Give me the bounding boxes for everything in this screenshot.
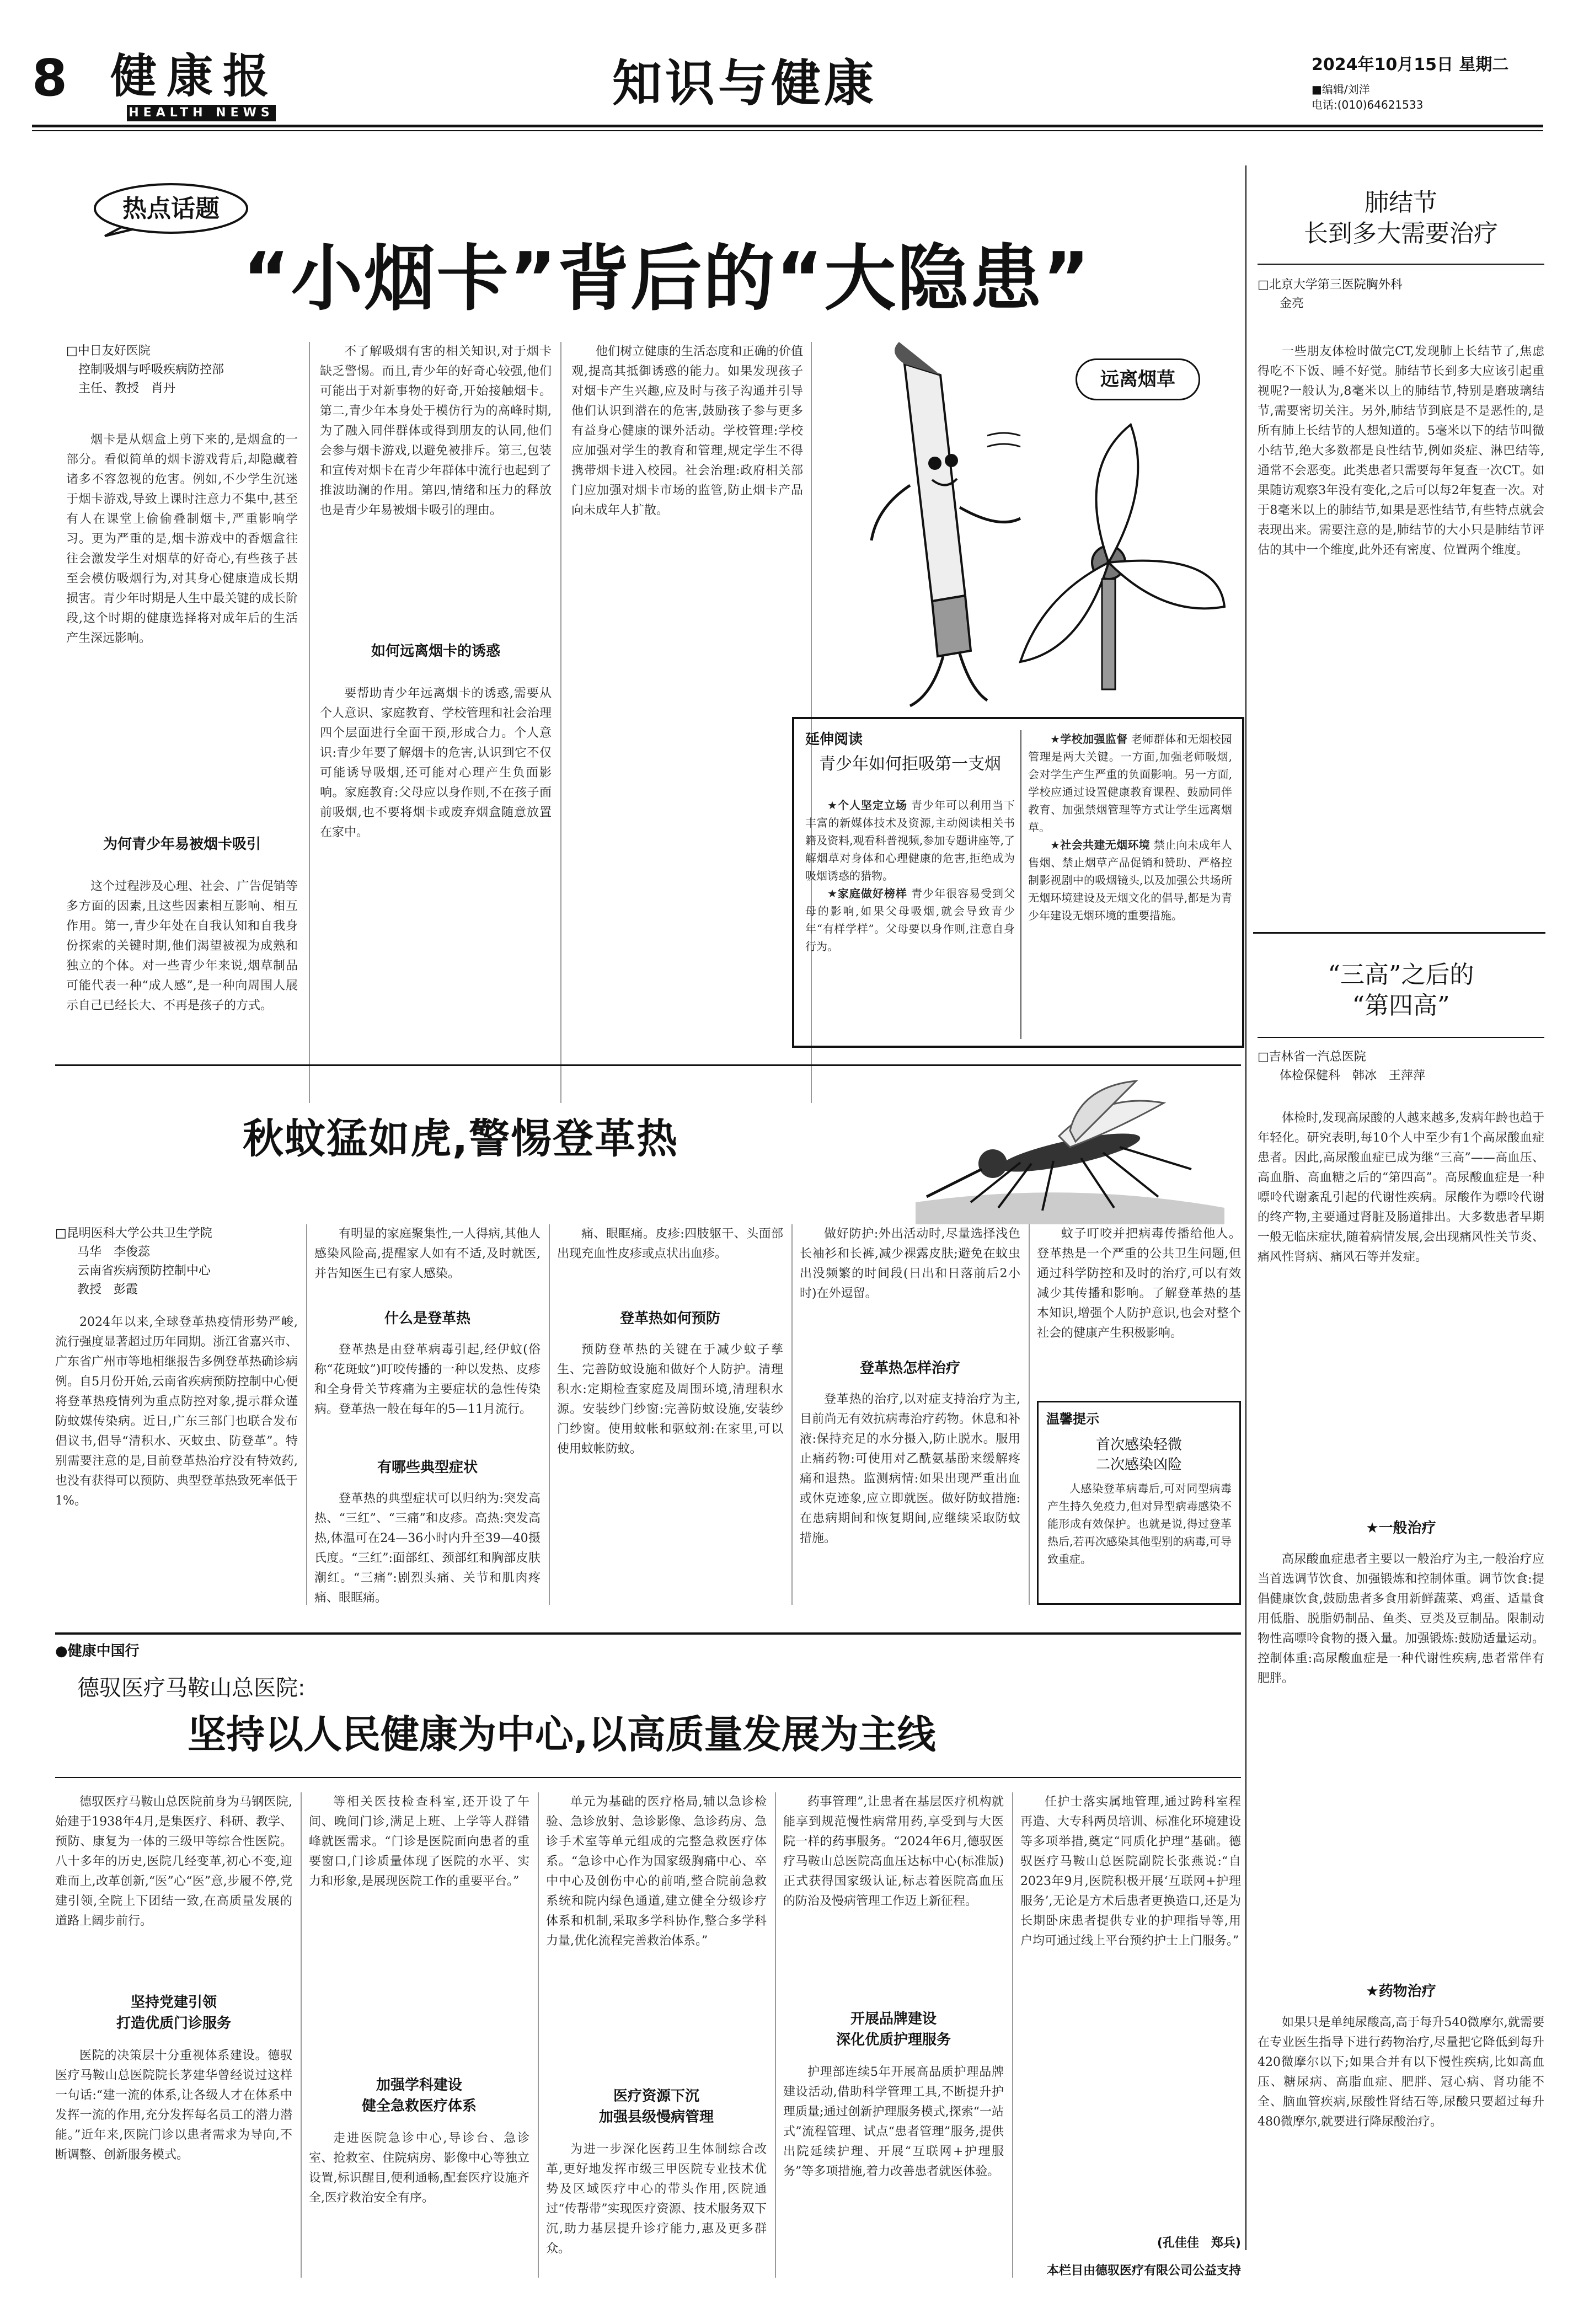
lead-subhead-2: 如何远离烟卡的诱惑 xyxy=(371,643,500,660)
dengue-tip-box xyxy=(1037,1401,1241,1605)
sidebar-section-rule xyxy=(1253,932,1545,934)
dengue-paragraph: 登革热的治疗,以对症支持治疗为主,目前尚无有效抗病毒治疗药物。休息和补液:保持充足的水分摄入,防止脱水。服用止痛药物:可使用对乙酰氨基酚来缓解疼痛和退热。监测病情:如果出现严重出血或休克迹象,应立即就医。做好防蚊措施:在患病期间和恢复期间,应继续采取防蚊措施。 xyxy=(800,1393,1020,1545)
hospital-paragraph: 任护士落实属地管理,通过跨科室程再造、大专科两员培训、标准化环境建设等多项举措,奠定“同质化护理”基础。德驭医疗马鞍山总医院副院长张燕说:“自2023年9月,医院积极开展‘互联网+护理服务’,无论是方术后患者更换造口,还是为长期卧床患者提供专业的护理指导等,用户均可通过线上平台预约护士上门服务。” xyxy=(1020,1795,1241,1948)
extended-point-4: 禁止向未成年人售烟、禁止烟草产品促销和赞助、严格控制影视剧中的吸烟镜头,以及加强公共场所无烟环境建设及无烟文化的倡导,都是为青少年建设无烟环境的重要措施。 xyxy=(1028,838,1232,922)
issue-date: 2024年10月15日 星期二 xyxy=(1312,55,1509,74)
lead-subhead-1: 为何青少年易被烟卡吸引 xyxy=(103,836,261,853)
column-divider xyxy=(306,1224,307,1605)
bp-body-3 xyxy=(1258,2013,1544,2278)
topic-tag-label: 热点话题 xyxy=(122,195,220,223)
hospital-body-col2b xyxy=(309,2129,529,2278)
hospital-paragraph: 为进一步深化医药卫生体制综合改革,更好地发挥市级三甲医院专业技术优势及区域医疗中心的带头作用,医院通过“传帮带”实现医疗资源、技术服务双下沉,助力基层提升诊疗能力,惠及更多群众。 xyxy=(546,2143,767,2256)
lung-byline xyxy=(1258,276,1544,313)
hospital-body-col3b xyxy=(546,2140,767,2278)
dengue-paragraph: 痛、眼眶痛。皮疹:四肢躯干、头面部出现充血性皮疹或点状出血疹。 xyxy=(557,1227,783,1261)
lead-paragraph: 这个过程涉及心理、社会、广告促销等多方面的因素,且这些因素相互影响、相互作用。第一,青少年处在自我认知和自我身份探索的关键时期,他们渴望被视为成熟和独立的个体。对一些青少年来说,烟草制品可能代表一种“成人感”,是一种向周围人展示自己已经长大、不再是孩子的方式。 xyxy=(66,880,298,1013)
hospital-paragraph: 走进医院急诊中心,导诊台、急诊室、抢救室、住院病房、影像中心等独立设置,标识醒目,便利通畅,配套医疗设施齐全,医疗救治安全有序。 xyxy=(309,2132,529,2205)
hospital-paragraph: 护理部连续5年开展高品质护理品牌建设活动,借助科学管理工具,不断提升护理质量;通过创新护理服务模式,探索“一站式”流程管理、试点“患者管理”服务,提供出院延续护理、开展“互联网+护理服务”等多项措施,着力改善患者就医体验。 xyxy=(783,2065,1004,2178)
lead-body-col2 xyxy=(320,342,552,618)
dengue-subhead-3: 登革热如何预防 xyxy=(619,1310,720,1327)
dengue-paragraph: 蚊子叮咬并把病毒传播给他人。登革热是一个严重的公共卫生问题,但通过科学防控和及时的治疗,可以有效减少其传播和影响。了解登革热的基本知识,增强个人防护意识,也会对整个社会的健康产生积极影响。 xyxy=(1037,1227,1241,1340)
bp-title-2: “第四高” xyxy=(1352,992,1450,1020)
extended-point-2: 青少年很容易受到父母的影响,如果父母吸烟,就会导致青少年“有样学样”。父母要以身作则,注意自身行为。 xyxy=(805,887,1015,953)
dengue-author-names-2: 教授 彭霞 xyxy=(77,1283,138,1297)
hospital-paragraph: 德驭医疗马鞍山总医院前身为马钢医院,始建于1938年4月,是集医疗、科研、教学、预防、康复为一体的三级甲等综合性医院。八十多年的历史,医院几经变革,初心不变,迎难而上,改革创新,“医”心“医”意,步履不停,党建引领,全院上下团结一致,在高质量发展的道路上阔步前行。 xyxy=(55,1795,292,1928)
dengue-headline: 秋蚊猛如虎,警惕登革热 xyxy=(243,1115,679,1163)
extended-reading-box xyxy=(792,717,1244,1048)
mosquito-illustration xyxy=(905,1070,1235,1224)
column-divider xyxy=(1029,1224,1030,1605)
hospital-kicker: 德驭医疗马鞍山总医院: xyxy=(77,1675,306,1701)
extended-point-3-lead: ★学校加强监督 xyxy=(1050,732,1128,746)
section-title: 知识与健康 xyxy=(612,54,877,113)
lung-author-name: 金亮 xyxy=(1280,297,1304,310)
dengue-tip-body xyxy=(1047,1480,1232,1599)
bp-author-name: 体检保健科 韩冰 王萍萍 xyxy=(1280,1069,1426,1083)
column-divider xyxy=(549,1224,550,1605)
column-divider xyxy=(1012,1792,1013,2278)
lead-headline: “小烟卡”背后的“大隐患” xyxy=(243,237,1091,320)
dengue-paragraph: 预防登革热的关键在于减少蚊子孳生、完善防蚊设施和做好个人防护。清理积水:定期检查家庭及周围环境,清理积水源。安装纱门纱窗:完善防蚊设施,安装纱门纱窗。使用蚊帐和驱蚊剂:在家里,可以使用蚊帐防蚊。 xyxy=(557,1343,783,1456)
dengue-body-col3 xyxy=(557,1224,783,1285)
lead-byline xyxy=(66,342,298,398)
bp-byline xyxy=(1258,1048,1544,1085)
extended-col-1 xyxy=(805,796,1015,1039)
dengue-paragraph: 有明显的家庭聚集性,一人得病,其他人感染风险高,提醒家人如有不适,及时就医,并告知医生已有家人感染。 xyxy=(314,1227,541,1281)
extended-reading-title: 青少年如何拒吸第一支烟 xyxy=(819,754,1001,774)
hospital-credit: (孔佳佳 郑兵) xyxy=(1157,2236,1241,2250)
column-tag: ●健康中国行 xyxy=(55,1643,140,1659)
dengue-body-col2b xyxy=(314,1340,541,1445)
dengue-byline xyxy=(55,1224,298,1299)
editor-phone: 电话:(010)64621533 xyxy=(1312,98,1424,111)
hospital-paragraph: 单元为基础的医疗格局,辅以急诊检验、急诊放射、急诊影像、急诊药房、急诊手术室等单元组成的完整急救医疗体系。“急诊中心作为国家级胸痛中心、卒中中心及创伤中心的前哨,整合院前急救系统和院内绿色通道,建立健全分级诊疗体系和机制,采取多学科协作,整合多学科力量,优化流程完善救治体系。” xyxy=(546,1795,767,1948)
bp-title-1: “三高”之后的 xyxy=(1328,961,1474,989)
hospital-paragraph: 医院的决策层十分重视体系建设。德驭医疗马鞍山总医院院长茅建华曾经说过这样一句话:“建一流的体系,让各级人才在体系中发挥一流的作用,充分发挥每名员工的潜力潜能。”近年来,医院门诊以患者需求为导向,不断调整、创新服务模式。 xyxy=(55,2049,292,2162)
dengue-paragraph: 登革热的典型症状可以归纳为:突发高热、“三红”、“三痛”和皮疹。高热:突发高热,体温可在24—36小时内升至39—40摄氏度。“三红”:面部红、颈部红和胸部皮肤潮红。“三痛”:剧烈头痛、关节和肌肉疼痛、眼眶痛。 xyxy=(314,1492,541,1605)
header-rule xyxy=(32,125,1543,127)
lead-body-col2b xyxy=(320,684,552,1103)
lead-paragraph: 不了解吸烟有害的相关知识,对于烟卡缺乏警惕。而且,青少年的好奇心较强,他们可能出于对新事物的好奇,开始接触烟卡。第二,青少年本身处于模仿行为的高峰时期,为了融入同伴群体或得到朋友的认同,他们会参与烟卡游戏,以避免被排斥。第三,包装和宣传对烟卡在青少年群体中流行也起到了推波助澜的作用。第四,情绪和压力的释放也是青少年易被烟卡吸引的理由。 xyxy=(320,345,552,517)
extended-reading-label: 延伸阅读 xyxy=(805,731,863,748)
hospital-body-col4b xyxy=(783,2063,1004,2278)
dengue-body-col3b xyxy=(557,1340,783,1605)
hospital-subhead-4b: 深化优质护理服务 xyxy=(836,2032,951,2048)
dengue-body-col5 xyxy=(1037,1224,1241,1390)
box-divider xyxy=(1020,730,1021,1039)
bp-paragraph: 高尿酸血症患者主要以一般治疗为主,一般治疗应当首选调节饮食、加强锻炼和控制体重。调节饮食:提倡健康饮食,鼓励患者多食用新鲜蔬菜、鸡蛋、适量食用低脂、脱脂奶制品、鱼类、豆类及豆制品。限制动物性高嘌呤食物的摄入量。加强锻炼:鼓励适量运动。控制体重:高尿酸血症是一种代谢性疾病,患者常伴有肥胖。 xyxy=(1258,1552,1544,1685)
hospital-subhead-1a: 坚持党建引领 xyxy=(130,1994,217,2011)
dengue-body-col1 xyxy=(55,1313,298,1605)
hospital-headline-rule xyxy=(55,1777,1241,1778)
dengue-paragraph: 登革热是由登革病毒引起,经伊蚊(俗称“花斑蚊”)叮咬传播的一种以发热、皮疹和全身骨关节疼痛为主要症状的急性传染病。登革热一般在每年的5—11月流行。 xyxy=(314,1343,541,1416)
lead-author-org: □中日友好医院 xyxy=(66,344,151,358)
hospital-body-col1b xyxy=(55,2046,292,2278)
lung-paragraph: 一些朋友体检时做完CT,发现肺上长结节了,焦虑得吃不下饭、睡不好觉。肺结节长到多大应该引起重视呢?一般认为,8毫米以上的肺结节,特别是磨玻璃结节,需要密切关注。另外,肺结节到底是不是恶性的,是所有肺上长结节的人想知道的。5毫米以下的结节叫微小结节,绝大多数都是良性结节,例如炎症、淋巴结等,通常不会恶变。此类患者只需要每年复查一次CT。如果随访观察3年没有变化,之后可以每2年复查一次。对于8毫米以上的肺结节,如果是恶性结节,有些特点就会表现出来。需要注意的是,肺结节的大小只是肺结节评估的其中一个维度,此外还有密度、位置两个维度。 xyxy=(1258,345,1544,557)
bp-author-org: □吉林省一汽总医院 xyxy=(1258,1050,1366,1064)
hospital-body-col4 xyxy=(783,1792,1004,1996)
bp-body-2 xyxy=(1258,1550,1544,1969)
column-divider xyxy=(309,342,310,1103)
hospital-paragraph: 药事管理”,让患者在基层医疗机构就能享到规范慢性病常用药,享受到与大医院一样的药事服务。“2024年6月,德驭医疗马鞍山总医院高血压达标中心(标准版)正式获得国家级认证,标志着医院高血压的防治及慢病管理工作迈上新征程。 xyxy=(783,1795,1004,1908)
lead-author-name: 主任、教授 肖丹 xyxy=(78,382,176,395)
extended-point-1-lead: ★个人坚定立场 xyxy=(827,799,907,812)
dengue-subhead-4: 登革热怎样治疗 xyxy=(859,1360,960,1377)
hospital-subhead-3b: 加强县级慢病管理 xyxy=(598,2109,714,2125)
dengue-body-col4b xyxy=(800,1390,1020,1605)
hospital-subhead-3a: 医疗资源下沉 xyxy=(613,2088,699,2105)
lung-author-org: □北京大学第三医院胸外科 xyxy=(1258,278,1403,292)
lung-body xyxy=(1258,342,1544,915)
section-rule-dengue xyxy=(55,1064,1241,1066)
bp-subhead-1: ★一般治疗 xyxy=(1366,1520,1436,1536)
hospital-body-col5 xyxy=(1020,1792,1241,2228)
dengue-body-col2 xyxy=(314,1224,541,1290)
hospital-body-col2 xyxy=(309,1792,529,2057)
section-rule-hospital xyxy=(55,1632,1241,1635)
lead-paragraph: 他们树立健康的生活态度和正确的价值观,提高其抵御诱惑的能力。如果发现孩子对烟卡产生兴趣,应及时与孩子沟通并引导他们认识到潜在的危害,鼓励孩子参与更多有益身心健康的课外活动。学校管理:学校应加强对学生的教育和管理,规定学生不得携带烟卡进入校园。社会治理:政府相关部门应加强对烟卡市场的监管,防止烟卡产品向未成年人扩散。 xyxy=(571,345,803,517)
cartoon-speech-label: 远离烟草 xyxy=(1076,358,1200,400)
column-divider xyxy=(791,1224,793,1605)
lead-body-col3 xyxy=(571,342,803,1103)
hospital-subhead-1b: 打造优质门诊服务 xyxy=(116,2015,231,2032)
bp-body xyxy=(1258,1109,1544,1506)
topic-tag xyxy=(88,176,254,237)
dengue-tip-label: 温馨提示 xyxy=(1046,1411,1099,1427)
extended-point-1: 青少年可以利用当下丰富的新媒体技术及资源,主动阅读相关书籍及资料,观看科普视频,参加专题讲座等,了解烟草对身体和心理健康的危害,拒绝成为吸烟诱惑的猎物。 xyxy=(805,799,1015,882)
dengue-paragraph: 做好防护:外出活动时,尽量选择浅色长袖衫和长裤,减少裸露皮肤;避免在蚊虫出没频繁的时间段(日出和日落前后2小时)在外逗留。 xyxy=(800,1227,1020,1300)
hospital-subhead-2a: 加强学科建设 xyxy=(376,2077,462,2093)
dengue-author-names-1: 马华 李俊蕊 xyxy=(77,1245,151,1259)
extended-point-3: 老师群体和无烟校园管理是两大关键。一方面,加强老师吸烟,会对学生产生严重的负面影响。另一方面,学校应通过设置健康教育课程、鼓励同伴教育、加强禁烟管理等方式让学生远离烟草。 xyxy=(1028,732,1232,834)
dengue-paragraph: 2024年以来,全球登革热疫情形势严峻,流行强度显著超过历年同期。浙江省嘉兴市、广东省广州市等地相继报告多例登革热确诊病例。自5月份开始,云南省疾病预防控制中心便将登革热疫情列为重点防控对象,提示群众谨防蚊媒传染病。近日,广东三部门也联合发布倡议书,倡导“清积水、灭蚊虫、防登革”。特别需要注意的是,目前登革热治疗没有特效药,也没有获得可以预防、典型登革热致死率低于1%。 xyxy=(55,1315,298,1508)
bp-rule xyxy=(1258,1037,1544,1038)
page-number: 8 xyxy=(32,49,68,108)
lung-rule xyxy=(1258,264,1544,265)
bp-paragraph: 体检时,发现高尿酸的人越来越多,发病年龄也趋于年轻化。研究表明,每10个人中至少有1个高尿酸血症患者。因此,高尿酸血症已成为继“三高”——高血压、高血脂、高血糖之后的“第四高”。高尿酸血症是一种嘌呤代谢紊乱引起的代谢性疾病。尿酸作为嘌呤代谢的终产物,主要通过肾脏及肠道排出。大多数患者早期一般无临床症状,随着病情发展,会出现痛风性关节炎、痛风性肾病、痛风石等并发症。 xyxy=(1258,1111,1544,1264)
lung-title-1: 肺结节 xyxy=(1365,189,1437,217)
hospital-subhead-2b: 健全急救医疗体系 xyxy=(361,2098,477,2114)
dengue-body-col4 xyxy=(800,1224,1020,1346)
masthead-en: HEALTH NEWS xyxy=(127,105,276,121)
bp-paragraph: 如果只是单纯尿酸高,高于每升540微摩尔,就需要在专业医生指导下进行药物治疗,尽量把它降低到每升420微摩尔以下;如果合并有以下慢性疾病,比如高血压、糖尿病、高脂血症、肥胖、冠心病、肾功能不全、脑血管疾病,尿酸性肾结石等,尿酸只要超过每升480微摩尔,就要进行降尿酸治疗。 xyxy=(1258,2016,1544,2129)
hospital-paragraph: 等相关医技检查科室,还开设了午间、晚间门诊,满足上班、上学等人群错峰就医需求。“门诊是医院面向患者的重要窗口,门诊质量体现了医院的水平、实力和形象,是展现医院工作的重要平台。” xyxy=(309,1795,529,1888)
header-rule-thin xyxy=(32,130,1543,131)
anti-smoking-cartoon xyxy=(822,342,1241,717)
masthead: 健康报 xyxy=(110,49,280,103)
hospital-body-col3 xyxy=(546,1792,767,2068)
hospital-subhead-4a: 开展品牌建设 xyxy=(850,2011,937,2027)
column-divider xyxy=(560,342,561,1103)
lead-body-col1 xyxy=(66,430,298,816)
dengue-author-org: □昆明医科大学公共卫生学院 xyxy=(55,1227,212,1240)
lead-paragraph: 要帮助青少年远离烟卡的诱惑,需要从个人意识、家庭教育、学校管理和社会治理四个层面进行全面干预,形成合力。个人意识:青少年要了解烟卡的危害,认识到它不仅可能诱导吸烟,还可能对心理产生负面影响。家庭教育:父母应以身作则,不在孩子面前吸烟,也不要将烟卡或废弃烟盒随意放置在家中。 xyxy=(320,687,552,839)
dengue-author-org-2: 云南省疾病预防控制中心 xyxy=(77,1264,211,1278)
column-divider xyxy=(301,1792,302,2278)
hospital-headline: 坚持以人民健康为中心,以高质量发展为主线 xyxy=(188,1712,936,1757)
bp-subhead-2: ★药物治疗 xyxy=(1366,1983,1436,2000)
hospital-body-col1 xyxy=(55,1792,292,1974)
dengue-body-col2c xyxy=(314,1489,541,1605)
extended-col-2 xyxy=(1028,730,1232,1039)
extended-point-2-lead: ★家庭做好榜样 xyxy=(827,887,907,900)
lead-author-dept: 控制吸烟与呼吸疾病防控部 xyxy=(78,363,224,377)
dengue-subhead-1: 什么是登革热 xyxy=(384,1310,470,1327)
lead-paragraph: 烟卡是从烟盒上剪下来的,是烟盒的一部分。看似简单的烟卡游戏背后,却隐藏着诸多不容忽视的危害。例如,不少学生沉迷于烟卡游戏,导致上课时注意力不集中,甚至有人在课堂上偷偷叠制烟卡,严重影响学习。更为严重的是,烟卡游戏中的香烟盒往往会激发学生对烟草的好奇心,有些孩子甚至会模仿吸烟行为,对其身心健康造成长期损害。青少年时期是人生中最关键的成长阶段,这个时期的健康选择将对成年后的生活产生深远影响。 xyxy=(66,433,298,645)
mosquito-icon xyxy=(905,1070,1235,1224)
lung-title-2: 长到多大需要治疗 xyxy=(1304,219,1498,248)
sponsor-footer: 本栏目由德驭医疗有限公司公益支持 xyxy=(1046,2264,1241,2278)
column-divider xyxy=(538,1792,539,2278)
dengue-subhead-2: 有哪些典型症状 xyxy=(377,1459,478,1476)
dengue-tip-paragraph: 人感染登革病毒后,可对同型病毒产生持久免疫力,但对异型病毒感染不能形成有效保护。也就是说,得过登革热后,若再次感染其他型别的病毒,可导致重症。 xyxy=(1047,1482,1232,1566)
extended-point-4-lead: ★社会共建无烟环境 xyxy=(1050,838,1151,852)
dengue-tip-title-2: 二次感染凶险 xyxy=(1095,1456,1182,1473)
editor-credit: ■编辑/刘洋 xyxy=(1312,83,1370,96)
dengue-tip-title-1: 首次感染轻微 xyxy=(1095,1437,1182,1453)
column-divider xyxy=(775,1792,776,2278)
sidebar-divider xyxy=(1245,165,1246,2250)
